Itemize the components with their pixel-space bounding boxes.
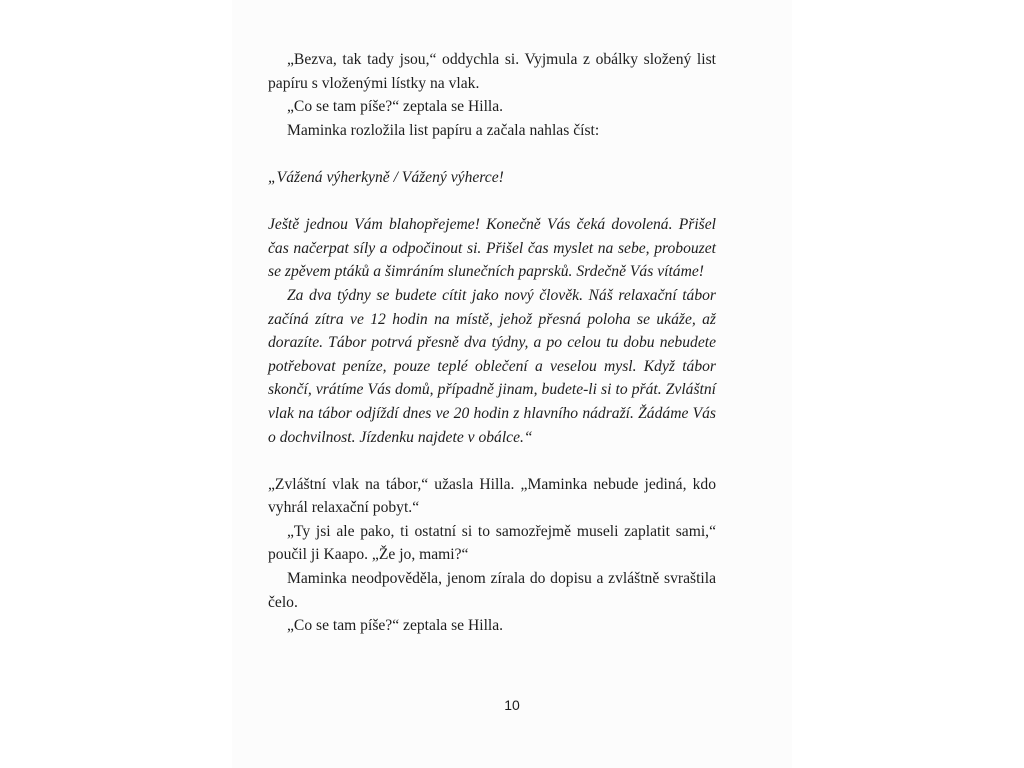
page-number: 10 [504,697,520,713]
letter-paragraph-1: Ještě jednou Vám blahopřejeme! Konečně Vás čeká dovolená. Přišel čas načerpat síly a odpočinout si. Přišel čas myslet na sebe, probouzet se zpěvem ptáků a šimráním slunečních paprsků. Srdečně Vás vítáme! [268,216,716,281]
letter-paragraph-2: Za dva týdny se budete cítit jako nový člověk. Náš relaxační tábor začíná zítra ve 12 hodin na místě, jehož přesná poloha se ukáže, až dorazíte. Tábor potrvá přesně dva týdny, a po celou tu dobu nebudete potřebovat peníze, pouze teplé oblečení a veselou mysl. Když tábor skončí, vrátíme Vás domů, případně jinam, budete-li si to přát. Zvláštní vlak na tábor odjíždí dnes ve 20 hodin z hlavního nádraží. Žádáme Vás o dochvilnost. Jízdenku najdete v obálce.“ [268,286,716,446]
paragraph-3: Maminka rozložila list papíru a začala nahlas číst: [287,121,600,139]
paragraph-6: Maminka neodpověděla, jenom zírala do dopisu a zvláštně svraštila čelo. [268,570,716,611]
page-text [268,48,716,638]
paragraph-5: „Ty jsi ale pako, ti ostatní si to samozřejmě museli zaplatit sami,“ poučil ji Kaapo. „Že jo, mami?“ [268,522,716,564]
paragraph-7: „Co se tam píše?“ zeptala se Hilla. [287,617,504,635]
paragraph-2: „Co se tam píše?“ zeptala se Hilla. [287,98,504,116]
letter-salutation: „Vážená výherkyně / Vážený výherce! [268,168,504,186]
paragraph-4: „Zvláštní vlak na tábor,“ užasla Hilla. „Maminka nebude jediná, kdo vyhrál relaxační pobyt.“ [268,475,716,517]
paragraph-1: „Bezva, tak tady jsou,“ oddychla si. Vyjmula z obálky složený list papíru s vloženými lístky na vlak. [268,51,716,92]
